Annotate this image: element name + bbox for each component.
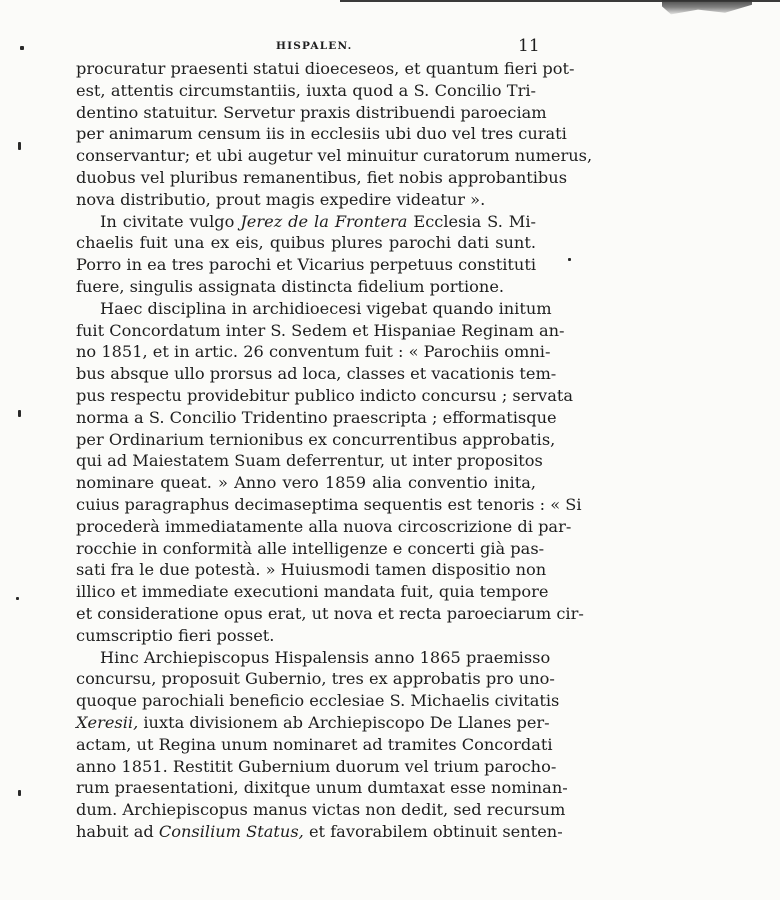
text-run: per animarum censum iis in ecclesiis ubi duo vel tres curati	[76, 124, 567, 144]
text-run: nova distributio, prout magis expedire videatur ».	[76, 189, 486, 209]
text-line	[76, 254, 536, 276]
text-run: actam, ut Regina unum nominaret ad tramites Concordati	[76, 734, 553, 754]
text-run: dum. Archiepiscopus manus victas non dedit, sed recursum	[76, 800, 566, 820]
text-line	[76, 538, 545, 560]
margin-speck	[16, 597, 19, 600]
text-line	[76, 189, 536, 211]
text-line	[76, 123, 567, 145]
text-line	[76, 756, 557, 778]
paragraph	[76, 298, 584, 647]
paragraph	[76, 58, 593, 211]
text-line	[76, 429, 556, 451]
text-run: rum praesentationi, dixitque unum dumtaxat esse nominan-	[76, 778, 568, 798]
text-run: Ecclesia S. Mi-	[407, 211, 536, 231]
text-run: fuere, singulis assignata distincta fidelium portione.	[76, 276, 505, 296]
text-run: illico et immediate executioni mandata fuit, quia tempore	[76, 582, 549, 602]
italic-run: Jerez de la Frontera	[240, 211, 408, 231]
text-line	[76, 821, 563, 843]
text-line	[76, 276, 536, 298]
text-line	[76, 102, 547, 124]
italic-run: Xeresii,	[76, 712, 139, 732]
text-line	[76, 363, 557, 385]
text-run: Porro in ea tres parochi et Vicarius perpetuus constituti	[76, 255, 536, 275]
text-run: Haec disciplina in archidioecesi vigebat quando initum	[100, 298, 552, 318]
text-line	[76, 690, 560, 712]
text-line	[76, 603, 584, 625]
running-head: HISPALEN.	[276, 40, 353, 52]
paragraph	[76, 647, 568, 843]
margin-speck	[18, 790, 21, 796]
text-line	[76, 298, 552, 320]
margin-speck	[568, 258, 571, 261]
text-run: et favorabilem obtinuit senten-	[303, 821, 563, 841]
margin-speck	[18, 410, 21, 417]
text-run: et consideratione opus erat, ut nova et recta paroeciarum cir-	[76, 603, 584, 623]
text-run: est, attentis circumstantiis, iuxta quod a S. Concilio Tri-	[76, 80, 536, 100]
margin-speck	[18, 142, 21, 150]
text-line	[76, 145, 593, 167]
text-line	[76, 385, 573, 407]
text-line	[76, 647, 551, 669]
text-run: no 1851, et in artic. 26 conventum fuit : « Parochiis omni-	[76, 342, 551, 362]
text-line	[76, 516, 572, 538]
text-run: nominare queat. » Anno vero 1859 alia conventio inita,	[76, 473, 536, 493]
text-line	[76, 167, 568, 189]
text-run: cuius paragraphus decimaseptima sequentis est tenoris : « Si	[76, 494, 582, 514]
text-run: dentino statuitur. Servetur praxis distribuendi paroeciam	[76, 102, 547, 122]
text-line	[76, 450, 543, 472]
text-run: habuit ad	[76, 821, 159, 841]
text-line	[76, 58, 575, 80]
scan-smudge	[662, 0, 752, 16]
text-line	[76, 625, 536, 647]
text-run: quoque parochiali beneficio ecclesiae S. Michaelis civitatis	[76, 691, 560, 711]
text-run: sati fra le due potestà. » Huiusmodi tamen dispositio non	[76, 560, 547, 580]
text-line	[76, 581, 549, 603]
margin-speck	[20, 46, 24, 50]
text-run: rocchie in conformità alle intelligenze e concerti già pas-	[76, 538, 545, 558]
text-run: pus respectu providebitur publico indicto concursu ; servata	[76, 385, 573, 405]
text-line	[76, 734, 553, 756]
text-run: bus absque ullo prorsus ad loca, classes et vacationis tem-	[76, 364, 557, 384]
text-run: fuit Concordatum inter S. Sedem et Hispaniae Reginam an-	[76, 320, 565, 340]
text-run: per Ordinarium ternionibus ex concurrentibus approbatis,	[76, 429, 556, 449]
text-run: conservantur; et ubi augetur vel minuitur curatorum numerus,	[76, 146, 593, 166]
text-line	[76, 80, 536, 102]
text-line	[76, 799, 566, 821]
text-line	[76, 232, 536, 254]
text-line	[76, 777, 568, 799]
text-run: norma a S. Concilio Tridentino praescripta ; efformatisque	[76, 407, 557, 427]
text-run: cumscriptio fieri posset.	[76, 625, 275, 645]
text-run: qui ad Maiestatem Suam deferrentur, ut inter propositos	[76, 451, 543, 471]
text-line	[76, 407, 557, 429]
text-run: concursu, proposuit Gubernio, tres ex approbatis pro uno-	[76, 669, 555, 689]
text-line	[76, 211, 536, 233]
italic-run: Consilium Status,	[158, 821, 304, 841]
paragraph	[76, 211, 536, 298]
text-line	[76, 559, 547, 581]
text-line	[76, 668, 555, 690]
text-run: Hinc Archiepiscopus Hispalensis anno 1865 praemisso	[100, 647, 551, 667]
text-run: In civitate vulgo	[100, 211, 241, 231]
text-line	[76, 494, 582, 516]
text-line	[76, 341, 551, 363]
text-run: chaelis fuit una ex eis, quibus plures parochi dati sunt.	[76, 233, 536, 253]
text-line	[76, 472, 536, 494]
text-run: iuxta divisionem ab Archiepiscopo De Llanes per-	[138, 712, 550, 732]
page-number: 11	[518, 36, 540, 56]
text-line	[76, 320, 565, 342]
text-run: procederà immediatamente alla nuova circoscrizione di par-	[76, 516, 572, 536]
text-run: duobus vel pluribus remanentibus, fiet nobis approbantibus	[76, 167, 568, 187]
body-text	[76, 58, 593, 843]
text-run: anno 1851. Restitit Gubernium duorum vel trium parocho-	[76, 756, 557, 776]
text-line	[76, 712, 550, 734]
page-header	[76, 36, 540, 58]
text-run: procuratur praesenti statui dioeceseos, et quantum fieri pot-	[76, 59, 575, 78]
